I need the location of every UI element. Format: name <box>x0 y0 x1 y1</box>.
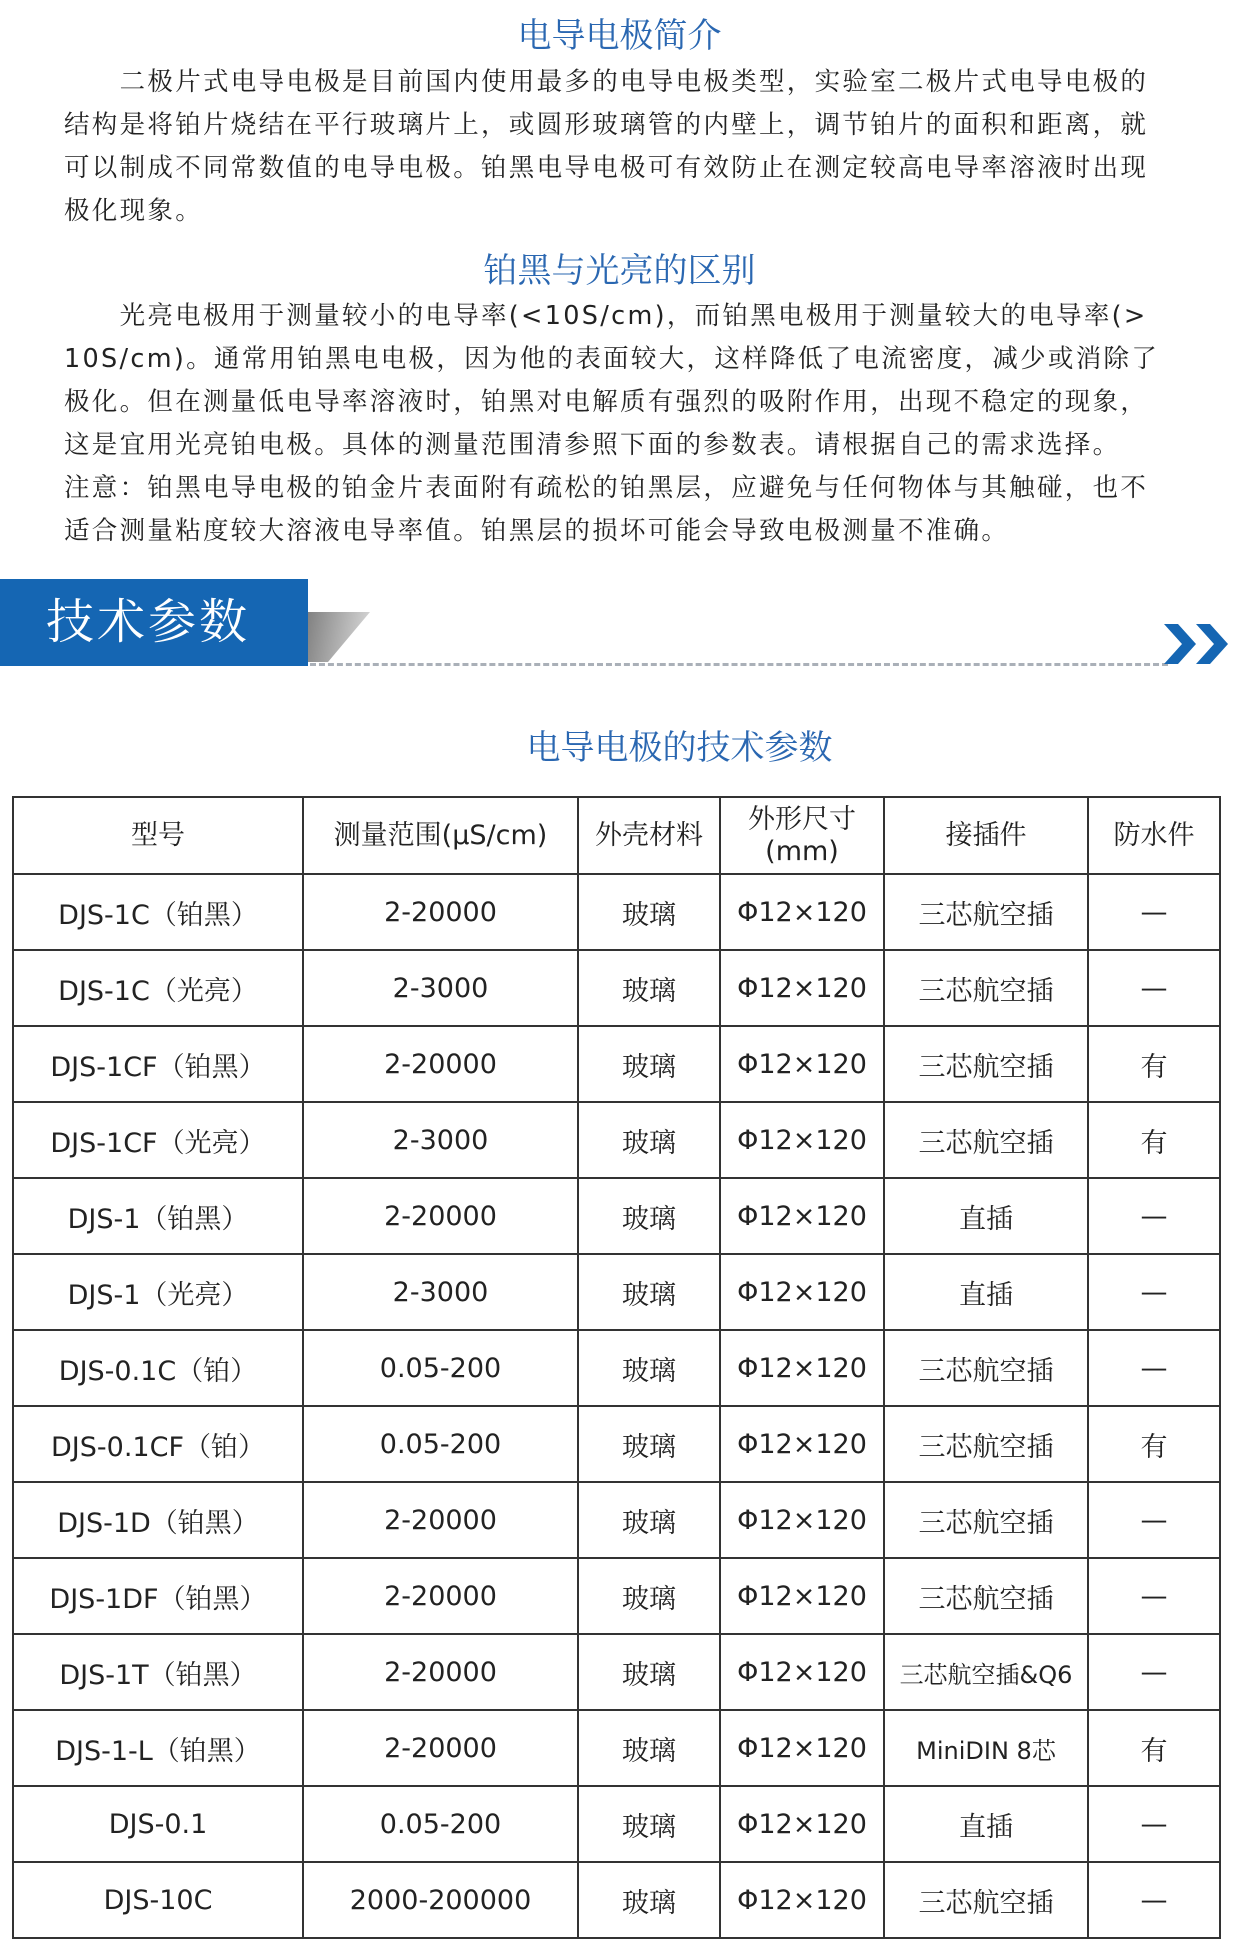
table-cell: 有 <box>1088 1102 1220 1178</box>
table-cell: Φ12×120 <box>720 1102 884 1178</box>
table-cell: 三芯航空插 <box>884 874 1088 950</box>
paragraph-line: 10S/cm)。通常用铂黑电电极，因为他的表面较大，这样降低了电流密度，减少或消除了 <box>64 344 1160 374</box>
paragraph-line: 光亮电极用于测量较小的电导率(<10S/cm)，而铂黑电极用于测量较大的电导率(> <box>64 301 1148 331</box>
table-row <box>13 1482 1220 1558</box>
table-row <box>13 1634 1220 1710</box>
table-row <box>13 1786 1220 1862</box>
table-cell: 2-3000 <box>303 950 578 1026</box>
table-cell: 0.05-200 <box>303 1786 578 1862</box>
table-cell: 玻璃 <box>578 1710 720 1786</box>
difference-paragraph <box>64 295 1184 553</box>
table-cell: — <box>1088 1786 1220 1862</box>
table-cell: 三芯航空插 <box>884 950 1088 1026</box>
table-cell: Φ12×120 <box>720 1482 884 1558</box>
table-cell: 玻璃 <box>578 1634 720 1710</box>
table-cell: Φ12×120 <box>720 1254 884 1330</box>
table-cell: 三芯航空插 <box>884 1330 1088 1406</box>
table-cell: 2-20000 <box>303 1482 578 1558</box>
table-cell: — <box>1088 1862 1220 1938</box>
table-cell: 玻璃 <box>578 950 720 1026</box>
table-row <box>13 1026 1220 1102</box>
table-cell: 玻璃 <box>578 1178 720 1254</box>
paragraph-line: 适合测量粘度较大溶液电导率值。铂黑层的损坏可能会导致电极测量不准确。 <box>64 516 1010 546</box>
table-cell: 2-20000 <box>303 1026 578 1102</box>
paragraph-line: 极化现象。 <box>64 196 204 226</box>
table-cell: Φ12×120 <box>720 1862 884 1938</box>
table-cell: DJS-0.1C（铂） <box>13 1330 303 1406</box>
table-cell: 玻璃 <box>578 1254 720 1330</box>
table-cell: — <box>1088 874 1220 950</box>
table-cell: 三芯航空插 <box>884 1862 1088 1938</box>
table-cell: — <box>1088 950 1220 1026</box>
table-cell: Φ12×120 <box>720 950 884 1026</box>
table-cell: DJS-1D（铂黑） <box>13 1482 303 1558</box>
table-cell: — <box>1088 1482 1220 1558</box>
table-cell: 2-3000 <box>303 1254 578 1330</box>
table-cell: 2-20000 <box>303 1710 578 1786</box>
table-cell: DJS-10C <box>13 1862 303 1938</box>
section-banner: 技术参数 <box>0 579 308 666</box>
table-cell: 三芯航空插 <box>884 1558 1088 1634</box>
paragraph-line: 注意：铂黑电导电极的铂金片表面附有疏松的铂黑层，应避免与任何物体与其触碰，也不 <box>64 473 1149 503</box>
table-cell: DJS-1C（铂黑） <box>13 874 303 950</box>
table-cell: DJS-1CF（铂黑） <box>13 1026 303 1102</box>
table-cell: DJS-0.1CF（铂） <box>13 1406 303 1482</box>
table-cell: Φ12×120 <box>720 1330 884 1406</box>
table-cell: 玻璃 <box>578 1786 720 1862</box>
table-cell: 三芯航空插 <box>884 1482 1088 1558</box>
table-cell: 有 <box>1088 1710 1220 1786</box>
table-cell: 直插 <box>884 1786 1088 1862</box>
dashed-divider <box>310 663 1168 666</box>
column-header: 接插件 <box>884 797 1088 874</box>
table-cell: 玻璃 <box>578 1026 720 1102</box>
table-cell: 直插 <box>884 1178 1088 1254</box>
table-cell: 2-20000 <box>303 1634 578 1710</box>
table-cell: 直插 <box>884 1254 1088 1330</box>
table-cell: 玻璃 <box>578 1330 720 1406</box>
table-cell: 有 <box>1088 1406 1220 1482</box>
table-cell: 玻璃 <box>578 1482 720 1558</box>
difference-title: 铂黑与光亮的区别 <box>483 251 756 291</box>
table-cell: MiniDIN 8芯 <box>884 1710 1088 1786</box>
table-cell: DJS-1-L（铂黑） <box>13 1710 303 1786</box>
table-cell: 玻璃 <box>578 1102 720 1178</box>
table-title: 电导电极的技术参数 <box>526 728 833 768</box>
table-cell: 三芯航空插 <box>884 1406 1088 1482</box>
table-cell: 玻璃 <box>578 1558 720 1634</box>
double-chevron-right-icon <box>1162 622 1234 666</box>
table-cell: Φ12×120 <box>720 1786 884 1862</box>
table-cell: Φ12×120 <box>720 1710 884 1786</box>
table-cell: DJS-1DF（铂黑） <box>13 1558 303 1634</box>
intro-title: 电导电极简介 <box>517 16 722 56</box>
paragraph-line: 结构是将铂片烧结在平行玻璃片上，或圆形玻璃管的内壁上，调节铂片的面积和距离，就 <box>64 110 1149 140</box>
table-cell: 玻璃 <box>578 1862 720 1938</box>
table-cell: Φ12×120 <box>720 1178 884 1254</box>
table-header-row <box>13 797 1220 874</box>
table-cell: DJS-0.1 <box>13 1786 303 1862</box>
table-cell: 0.05-200 <box>303 1406 578 1482</box>
table-cell: Φ12×120 <box>720 1558 884 1634</box>
table-row <box>13 1862 1220 1938</box>
table-cell: DJS-1（光亮） <box>13 1254 303 1330</box>
banner-shadow <box>300 612 370 662</box>
paragraph-line: 可以制成不同常数值的电导电极。铂黑电导电极可有效防止在测定较高电导率溶液时出现 <box>64 153 1149 183</box>
table-row <box>13 1330 1220 1406</box>
paragraph-line: 二极片式电导电极是目前国内使用最多的电导电极类型，实验室二极片式电导电极的 <box>64 67 1149 97</box>
paragraph-line: 极化。但在测量低电导率溶液时，铂黑对电解质有强烈的吸附作用，出现不稳定的现象， <box>64 387 1149 417</box>
table-cell: 2-3000 <box>303 1102 578 1178</box>
table-cell: 2-20000 <box>303 1178 578 1254</box>
table-cell: — <box>1088 1330 1220 1406</box>
table-cell: 2-20000 <box>303 1558 578 1634</box>
table-cell: 0.05-200 <box>303 1330 578 1406</box>
table-cell: — <box>1088 1178 1220 1254</box>
table-cell: — <box>1088 1254 1220 1330</box>
table-row <box>13 1406 1220 1482</box>
table-cell: Φ12×120 <box>720 1634 884 1710</box>
table-cell: 玻璃 <box>578 1406 720 1482</box>
column-header: 防水件 <box>1088 797 1220 874</box>
table-cell: 三芯航空插 <box>884 1102 1088 1178</box>
table-cell: Φ12×120 <box>720 1026 884 1102</box>
paragraph-line: 这是宜用光亮铂电极。具体的测量范围清参照下面的参数表。请根据自己的需求选择。 <box>64 430 1121 460</box>
table-cell: DJS-1（铂黑） <box>13 1178 303 1254</box>
column-header: 外壳材料 <box>578 797 720 874</box>
table-cell: 玻璃 <box>578 874 720 950</box>
table-cell: 2000-200000 <box>303 1862 578 1938</box>
table-cell: 三芯航空插 <box>884 1026 1088 1102</box>
table-row <box>13 1558 1220 1634</box>
intro-paragraph <box>64 61 1184 233</box>
table-cell: 有 <box>1088 1026 1220 1102</box>
table-row <box>13 1178 1220 1254</box>
table-row <box>13 1710 1220 1786</box>
table-cell: — <box>1088 1558 1220 1634</box>
table-row <box>13 950 1220 1026</box>
column-header: 测量范围(μS/cm) <box>303 797 578 874</box>
table-cell: DJS-1C（光亮） <box>13 950 303 1026</box>
table-cell: — <box>1088 1634 1220 1710</box>
table-cell: 三芯航空插&Q6 <box>884 1634 1088 1710</box>
column-header: 外形尺寸 (mm) <box>720 797 884 874</box>
table-cell: DJS-1CF（光亮） <box>13 1102 303 1178</box>
table-row <box>13 1102 1220 1178</box>
table-row <box>13 1254 1220 1330</box>
table-row <box>13 874 1220 950</box>
column-header: 型号 <box>13 797 303 874</box>
spec-table <box>12 796 1221 1939</box>
table-cell: 2-20000 <box>303 874 578 950</box>
table-cell: DJS-1T（铂黑） <box>13 1634 303 1710</box>
table-cell: Φ12×120 <box>720 874 884 950</box>
table-cell: Φ12×120 <box>720 1406 884 1482</box>
